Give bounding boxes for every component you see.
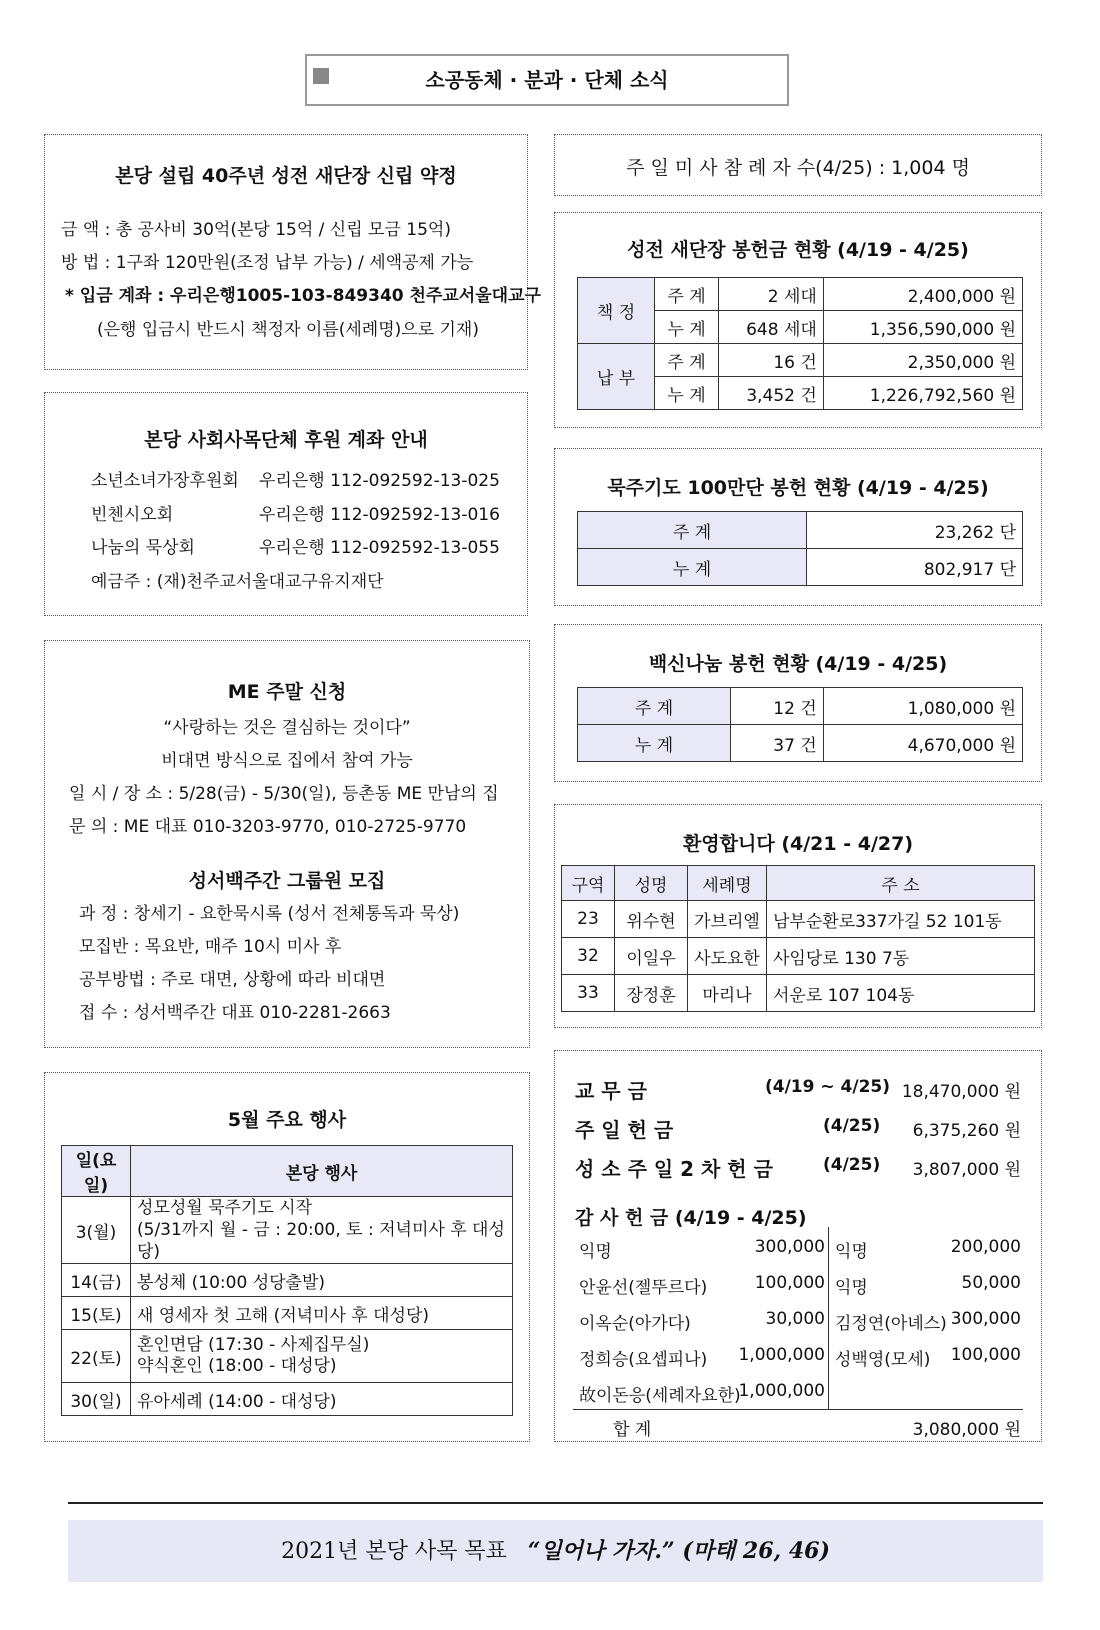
- group-label: 납 부: [578, 344, 655, 410]
- thanks-title: 감 사 헌 금 (4/19 - 4/25): [575, 1207, 807, 1229]
- events-table: [61, 1145, 513, 1416]
- cell-baptism: 마리나: [688, 975, 767, 1012]
- donor-amount: 200,000: [950, 1237, 1021, 1257]
- donor-name: 故이돈응(세례자요한): [579, 1386, 741, 1406]
- group-label: 책 정: [578, 278, 655, 344]
- donor-amount: 100,000: [754, 1273, 825, 1293]
- donation-accounts-box: [44, 392, 528, 616]
- donor-name: 성백영(모세): [835, 1350, 931, 1370]
- attendance-box: [554, 134, 1042, 196]
- me-weekend-box: [44, 640, 530, 1048]
- account-holder: 예금주 : (재)천주교서울대교구유지재단: [91, 572, 384, 592]
- event-desc: 성모성월 묵주기도 시작: [137, 1198, 313, 1218]
- bible-line: 공부방법 : 주로 대면, 상황에 따라 비대면: [79, 970, 386, 990]
- cell-address: 서운로 107 104동: [767, 975, 1035, 1012]
- row-amount: 1,226,792,560 원: [823, 377, 1022, 410]
- cell-district: 33: [562, 975, 615, 1012]
- event-desc: 약식혼인 (18:00 - 대성당): [137, 1356, 337, 1376]
- bible-line: 접 수 : 성서백주간 대표 010-2281-2663: [79, 1003, 391, 1023]
- donor-name: 익명: [579, 1242, 612, 1262]
- table-header-row: [562, 866, 1035, 901]
- cell-district: 23: [562, 901, 615, 938]
- pledge-account: * 입금 계좌 : 우리은행1005-103-849340 천주교서울대교구: [65, 286, 541, 306]
- donor-amount: 30,000: [765, 1309, 825, 1329]
- row-key: 누 계: [578, 725, 731, 762]
- finance-label: 교 무 금: [575, 1079, 647, 1103]
- pledge-line: 방 법 : 1구좌 120만원(조정 납부 가능) / 세액공제 가능: [61, 253, 474, 273]
- row-value: 23,262 단: [807, 512, 1023, 549]
- donor-name: 익명: [835, 1278, 868, 1298]
- donor-name: 김정연(아녜스): [835, 1314, 947, 1334]
- pledge-title: 본당 설립 40주년 성전 새단장 신립 약정: [115, 165, 457, 187]
- pledge-box: [44, 134, 541, 370]
- row-key: 누 계: [655, 377, 719, 410]
- row-key: 주 계: [655, 344, 719, 377]
- table-row: [562, 938, 1035, 975]
- cell-name: 장정훈: [615, 975, 688, 1012]
- table-row: [578, 278, 1023, 311]
- attendance-text: 주 일 미 사 참 례 자 수(4/25) : 1,004 명: [626, 157, 970, 179]
- row-amount: 4,670,000 원: [823, 725, 1022, 762]
- account-name: 빈첸시오회: [91, 505, 174, 525]
- row-value: 802,917 단: [807, 549, 1023, 586]
- table-header-row: [62, 1146, 513, 1197]
- event-desc: 봉성체 (10:00 성당출발): [131, 1264, 513, 1297]
- row-key: 주 계: [578, 512, 807, 549]
- account-number: 우리은행 112-092592-13-025: [259, 471, 500, 491]
- event-desc: 새 영세자 첫 고해 (저녁미사 후 대성당): [131, 1297, 513, 1330]
- finance-period: (4/19 ~ 4/25): [765, 1077, 891, 1097]
- donor-amount: 300,000: [754, 1237, 825, 1257]
- event-desc: 유아세례 (14:00 - 대성당): [131, 1383, 513, 1416]
- bible-line: 모집반 : 목요반, 매주 10시 미사 후: [79, 937, 342, 957]
- account-number: 우리은행 112-092592-13-055: [259, 538, 500, 558]
- square-bullet-icon: [313, 68, 329, 84]
- donor-amount: 1,000,000: [738, 1381, 825, 1401]
- table-row: [578, 549, 1023, 586]
- cell-baptism: 사도요한: [688, 938, 767, 975]
- donor-amount: 100,000: [950, 1345, 1021, 1365]
- row-amount: 2,400,000 원: [823, 278, 1022, 311]
- vaccine-table: [577, 687, 1023, 762]
- row-count: 12 건: [731, 688, 824, 725]
- row-count: 16 건: [719, 344, 824, 377]
- donor-amount: 300,000: [950, 1309, 1021, 1329]
- bible-title: 성서백주간 그룹원 모집: [188, 870, 386, 892]
- table-row: [62, 1330, 513, 1383]
- table-row: [562, 975, 1035, 1012]
- event-desc: (5/31까지 월 - 금 : 20:00, 토 : 저녁미사 후 대성당): [137, 1220, 505, 1262]
- welcome-title: 환영합니다 (4/21 - 4/27): [682, 833, 914, 855]
- pledge-line: 금 액 : 총 공사비 30억(본당 15억 / 신립 모금 15억): [61, 220, 451, 240]
- table-row: [62, 1264, 513, 1297]
- renovation-title: 성전 새단장 봉헌금 현황 (4/19 - 4/25): [627, 239, 969, 261]
- event-desc: 혼인면담 (17:30 - 사제집무실): [137, 1335, 370, 1355]
- finance-amount: 3,807,000 원: [912, 1160, 1021, 1180]
- table-row: [578, 344, 1023, 377]
- row-count: 2 세대: [719, 278, 824, 311]
- account-number: 우리은행 112-092592-13-016: [259, 505, 500, 525]
- table-row: [62, 1297, 513, 1330]
- renovation-box: [554, 212, 1042, 428]
- table-row: [578, 688, 1023, 725]
- rosary-table: [577, 511, 1023, 586]
- donor-name: 정희승(요셉피나): [579, 1350, 708, 1370]
- donor-name: 익명: [835, 1242, 868, 1262]
- row-amount: 1,356,590,000 원: [823, 311, 1022, 344]
- section-title: 소공동체 · 분과 · 단체 소식: [425, 68, 669, 92]
- table-row: [562, 901, 1035, 938]
- finance-amount: 6,375,260 원: [912, 1121, 1021, 1141]
- column-header: 주 소: [767, 866, 1035, 901]
- row-key: 주 계: [578, 688, 731, 725]
- welcome-box: [554, 804, 1042, 1028]
- finance-box: [554, 1050, 1042, 1442]
- column-divider: [828, 1227, 829, 1409]
- total-amount: 3,080,000 원: [912, 1420, 1021, 1440]
- donor-amount: 1,000,000: [738, 1345, 825, 1365]
- table-row: [62, 1383, 513, 1416]
- column-header: 세례명: [688, 866, 767, 901]
- footer-banner: [68, 1520, 1043, 1582]
- account-name: 소년소녀가장후원회: [91, 471, 239, 491]
- table-row: [578, 725, 1023, 762]
- me-quote: “사랑하는 것은 결심하는 것이다”: [163, 718, 411, 738]
- row-amount: 1,080,000 원: [823, 688, 1022, 725]
- table-row: [62, 1197, 513, 1264]
- column-header: 구역: [562, 866, 615, 901]
- event-day: 30(일): [62, 1383, 131, 1416]
- finance-period: (4/25): [823, 1116, 881, 1136]
- donor-amount: 50,000: [961, 1273, 1021, 1293]
- column-header: 일(요일): [62, 1146, 131, 1197]
- may-events-box: [44, 1072, 530, 1442]
- column-header: 본당 행사: [131, 1146, 513, 1197]
- events-title: 5월 주요 행사: [227, 1109, 347, 1131]
- event-day: 15(토): [62, 1297, 131, 1330]
- pledge-note: (은행 입금시 반드시 책정자 이름(세례명)으로 기재): [97, 320, 479, 340]
- bible-line: 과 정 : 창세기 - 요한묵시록 (성서 전체통독과 묵상): [79, 904, 460, 924]
- total-label: 합 계: [613, 1420, 652, 1440]
- total-divider: [573, 1409, 1023, 1410]
- event-day: 22(토): [62, 1330, 131, 1383]
- footer-motto: “일어나 가자.” (마태 26, 46): [527, 1538, 830, 1564]
- cell-district: 32: [562, 938, 615, 975]
- vaccine-box: [554, 624, 1042, 782]
- rosary-title: 묵주기도 100만단 봉헌 현황 (4/19 - 4/25): [607, 477, 989, 499]
- footer-prefix: 2021년 본당 사목 목표: [281, 1539, 507, 1564]
- me-line: 일 시 / 장 소 : 5/28(금) - 5/30(일), 등촌동 ME 만남의 집: [69, 784, 499, 804]
- row-amount: 2,350,000 원: [823, 344, 1022, 377]
- renovation-table: [577, 277, 1023, 410]
- row-count: 37 건: [731, 725, 824, 762]
- cell-name: 위수현: [615, 901, 688, 938]
- row-key: 누 계: [578, 549, 807, 586]
- event-day: 14(금): [62, 1264, 131, 1297]
- column-header: 성명: [615, 866, 688, 901]
- me-line: 문 의 : ME 대표 010-3203-9770, 010-2725-9770: [69, 817, 467, 837]
- cell-address: 남부순환로337가길 52 101동: [767, 901, 1035, 938]
- vaccine-title: 백신나눔 봉헌 현황 (4/19 - 4/25): [648, 653, 948, 675]
- footer-rule: [68, 1502, 1043, 1504]
- table-row: [578, 512, 1023, 549]
- row-count: 648 세대: [719, 311, 824, 344]
- donor-name: 이옥순(아가다): [579, 1314, 691, 1334]
- finance-period: (4/25): [823, 1155, 881, 1175]
- row-key: 누 계: [655, 311, 719, 344]
- cell-address: 사임당로 130 7동: [767, 938, 1035, 975]
- finance-label: 성 소 주 일 2 차 헌 금: [575, 1157, 773, 1181]
- me-subtitle: 비대면 방식으로 집에서 참여 가능: [161, 751, 413, 771]
- cell-name: 이일우: [615, 938, 688, 975]
- row-key: 주 계: [655, 278, 719, 311]
- section-header: [305, 54, 789, 106]
- cell-baptism: 가브리엘: [688, 901, 767, 938]
- me-title: ME 주말 신청: [227, 681, 347, 703]
- finance-label: 주 일 헌 금: [575, 1118, 674, 1142]
- finance-amount: 18,470,000 원: [901, 1082, 1021, 1102]
- welcome-table: [561, 865, 1035, 1012]
- row-count: 3,452 건: [719, 377, 824, 410]
- donor-name: 안윤선(젤뚜르다): [579, 1278, 708, 1298]
- rosary-box: [554, 448, 1042, 606]
- accounts-title: 본당 사회사목단체 후원 계좌 안내: [144, 429, 428, 451]
- account-name: 나눔의 묵상회: [91, 538, 195, 558]
- event-day: 3(월): [62, 1197, 131, 1264]
